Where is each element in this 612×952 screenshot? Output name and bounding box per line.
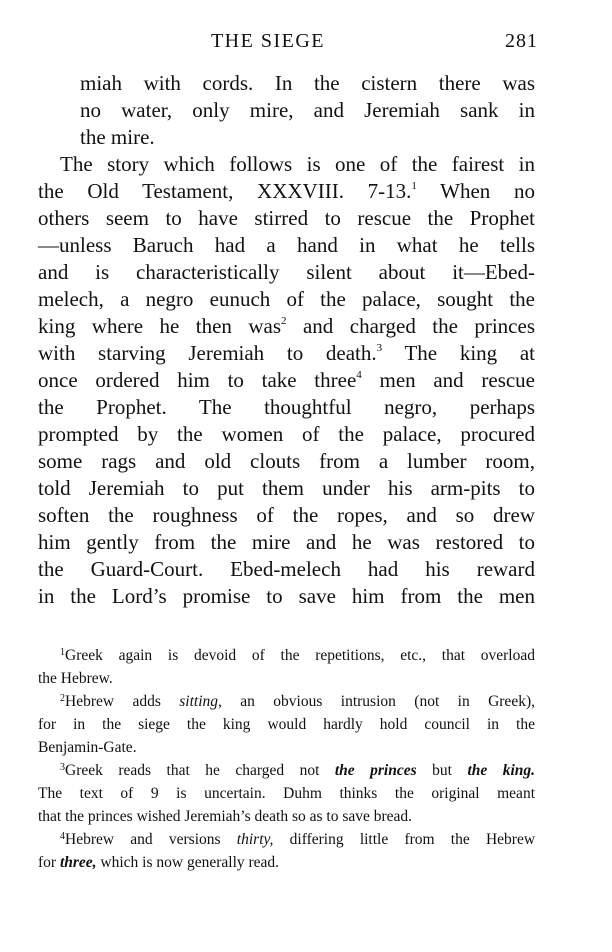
footnote-mark: 4 xyxy=(60,831,65,842)
text-line: prompted by the women of the palace, procured xyxy=(38,422,535,446)
text-line: the mire. xyxy=(80,125,155,149)
footnote-4: $^4$Hebrew and versions thirty, differing little from the Hebrew for three, which is now generally read. xyxy=(38,831,536,871)
footnotes xyxy=(38,644,535,874)
text-line: the Old Testament, XXXVIII. 7-13.$^1$ When no xyxy=(38,179,535,203)
footnote-mark: 1 xyxy=(60,647,65,658)
text-line: others seem to have stirred to rescue the Prophet xyxy=(38,206,535,230)
footnote-1: $^1$Greek again is devoid of the repetitions, etc., that overload the Hebrew. xyxy=(38,647,535,687)
text-line: —unless Baruch had a hand in what he tells xyxy=(38,233,535,257)
text-line: miah with cords. In the cistern there was xyxy=(80,71,535,95)
text-line: some rags and old clouts from a lumber room, xyxy=(38,449,535,473)
text-line: The story which follows is one of the fairest in xyxy=(60,152,535,176)
text-line: with starving Jeremiah to death.$^3$ The king at xyxy=(38,341,535,365)
footnote-ref: 1 xyxy=(411,180,417,192)
page-number: 281 xyxy=(505,30,538,52)
text-line: melech, a negro eunuch of the palace, sought the xyxy=(38,287,535,311)
text-line: the Guard-Court. Ebed-melech had his reward xyxy=(38,557,535,581)
text-line: king where he then was$^2$ and charged the princes xyxy=(38,314,535,338)
running-head xyxy=(38,28,538,54)
text-line: him gently from the mire and he was restored to xyxy=(38,530,535,554)
footnote-2: $^2$Hebrew adds sitting, an obvious intrusion (not in Greek), for in the siege the king would hardly hold council in the Benjamin-Gate. xyxy=(38,693,535,756)
footnote-mark: 3 xyxy=(60,762,65,773)
footnote-ref: 3 xyxy=(376,342,383,354)
running-title: THE SIEGE xyxy=(210,30,326,52)
text-line: in the Lord’s promise to save him from the men xyxy=(38,584,535,608)
footnote-ref: 2 xyxy=(281,315,287,327)
footnote-3: $^3$Greek reads that he charged not the princes but the king. The text of 9 is uncertain. Duhm thinks the original meant that the princes wished Jeremiah’s death so as to save bread. xyxy=(38,762,536,825)
text-line: soften the roughness of the ropes, and so drew xyxy=(38,503,535,527)
text-line: told Jeremiah to put them under his arm-pits to xyxy=(38,476,535,500)
footnote-ref: 4 xyxy=(356,369,362,381)
footnote-mark: 2 xyxy=(60,693,65,704)
text-line: and is characteristically silent about it—Ebed- xyxy=(38,260,535,284)
body-text xyxy=(38,70,535,610)
text-line: the Prophet. The thoughtful negro, perhaps xyxy=(38,395,535,419)
text-line: no water, only mire, and Jeremiah sank in xyxy=(80,98,535,122)
text-line: once ordered him to take three$^4$ men and rescue xyxy=(38,368,536,392)
